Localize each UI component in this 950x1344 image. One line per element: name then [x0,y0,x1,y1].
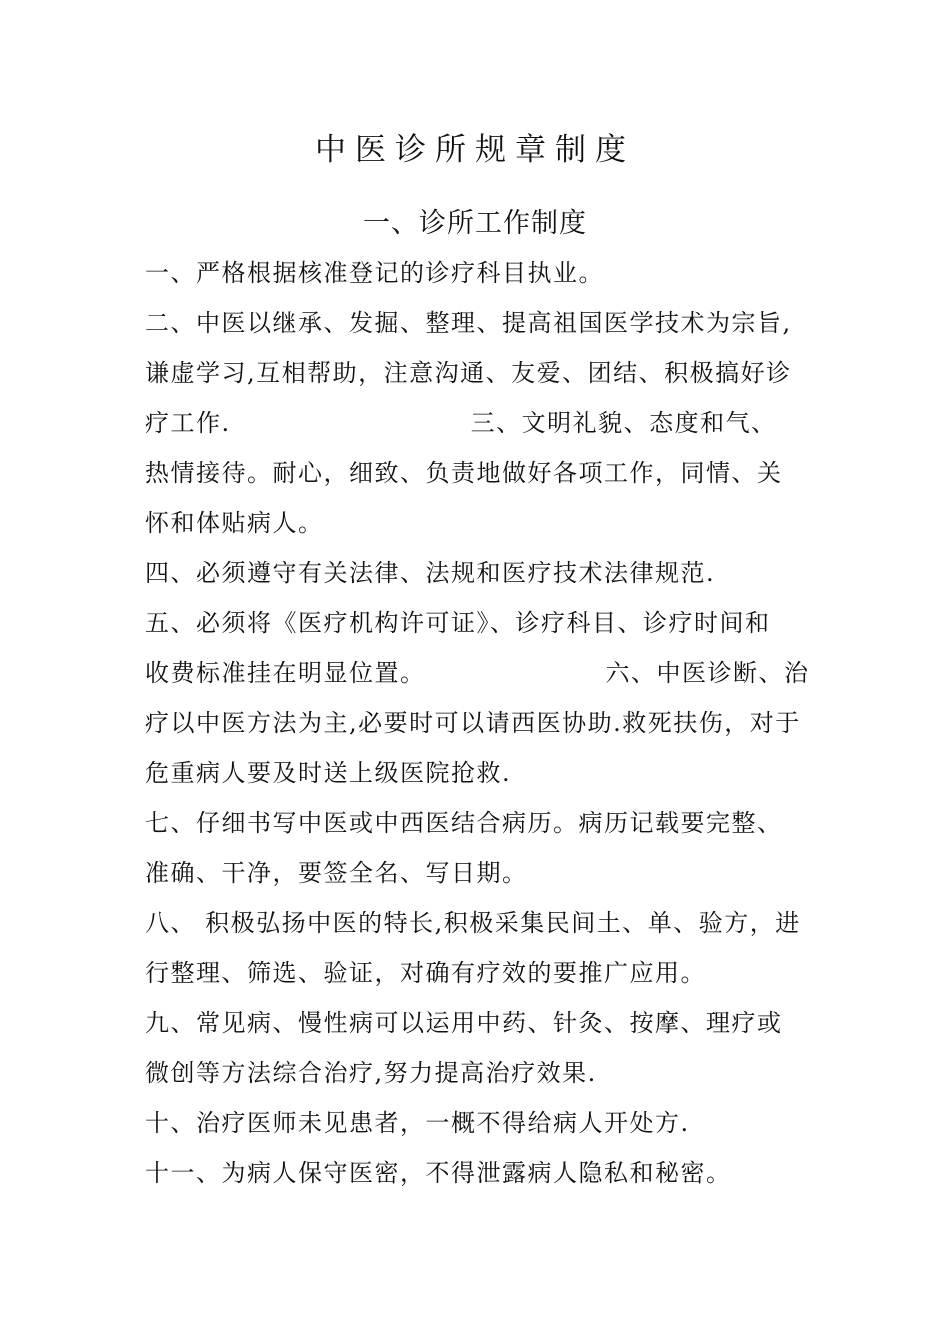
line-text: 收费标准挂在明显位置。 [145,659,426,687]
paragraph-line [145,405,777,441]
paragraph-line [145,555,715,591]
line-text: 行整理、筛选、验证，对确有疗效的要推广应用。 [145,959,706,987]
paragraph-line [145,1005,783,1041]
line-text: 谦虚学习,互相帮助，注意沟通、友爱、团结、积极搞好诊 [145,359,792,387]
line-text: 十、治疗医师未见患者，一概不得给病人开处方. [145,1109,690,1137]
paragraph-line [145,1105,690,1141]
paragraph-line [145,805,783,841]
paragraph-line [145,755,511,791]
line-text: 准确、干净，要签全名、写日期。 [145,859,528,887]
paragraph-line [145,305,792,341]
line-text: 疗工作. [145,409,231,437]
paragraph-line [145,255,604,291]
paragraph-line [145,705,801,741]
paragraph-line [145,905,801,941]
paragraph-line [145,505,324,541]
paragraph-line [145,355,792,391]
paragraph-line [145,455,783,491]
line-text-continued: 六、中医诊断、治 [605,659,810,687]
line-text: 疗以中医方法为主,必要时可以请西医协助.救死扶伤，对于 [145,709,801,737]
line-text: 热情接待。耐心，细致、负责地做好各项工作，同情、关 [145,459,783,487]
line-text: 五、必须将《医疗机构许可证》、诊疗科目、诊疗时间和 [145,609,771,637]
line-text-continued: 三、文明礼貌、态度和气、 [470,409,777,437]
line-text: 八、 积极弘扬中医的特长,积极采集民间土、单、验方，进 [145,909,801,937]
line-text: 危重病人要及时送上级医院抢救. [145,759,512,787]
line-text: 二、中医以继承、发掘、整理、提高祖国医学技术为宗旨, [145,309,792,337]
section-title: 一、诊所工作制度 [363,208,587,239]
line-text: 十一、为病人保守医密，不得泄露病人隐私和秘密。 [145,1159,732,1187]
line-text: 四、必须遵守有关法律、法规和医疗技术法律规范. [145,559,716,587]
line-text: 七、仔细书写中医或中西医结合病历。病历记载要完整、 [145,809,783,837]
line-text: 九、常见病、慢性病可以运用中药、针灸、按摩、理疗或 [145,1009,783,1037]
paragraph-line [145,855,528,891]
paragraph-line [145,955,706,991]
paragraph-line [145,605,771,641]
paragraph-line [145,1055,597,1091]
line-text: 怀和体贴病人。 [145,509,324,537]
paragraph-line [145,655,810,691]
paragraph-line [145,1155,732,1191]
line-text: 微创等方法综合治疗,努力提高治疗效果. [145,1059,597,1087]
document-title: 中医诊所规章制度 [315,132,635,168]
line-text: 一、严格根据核准登记的诊疗科目执业。 [145,259,604,287]
